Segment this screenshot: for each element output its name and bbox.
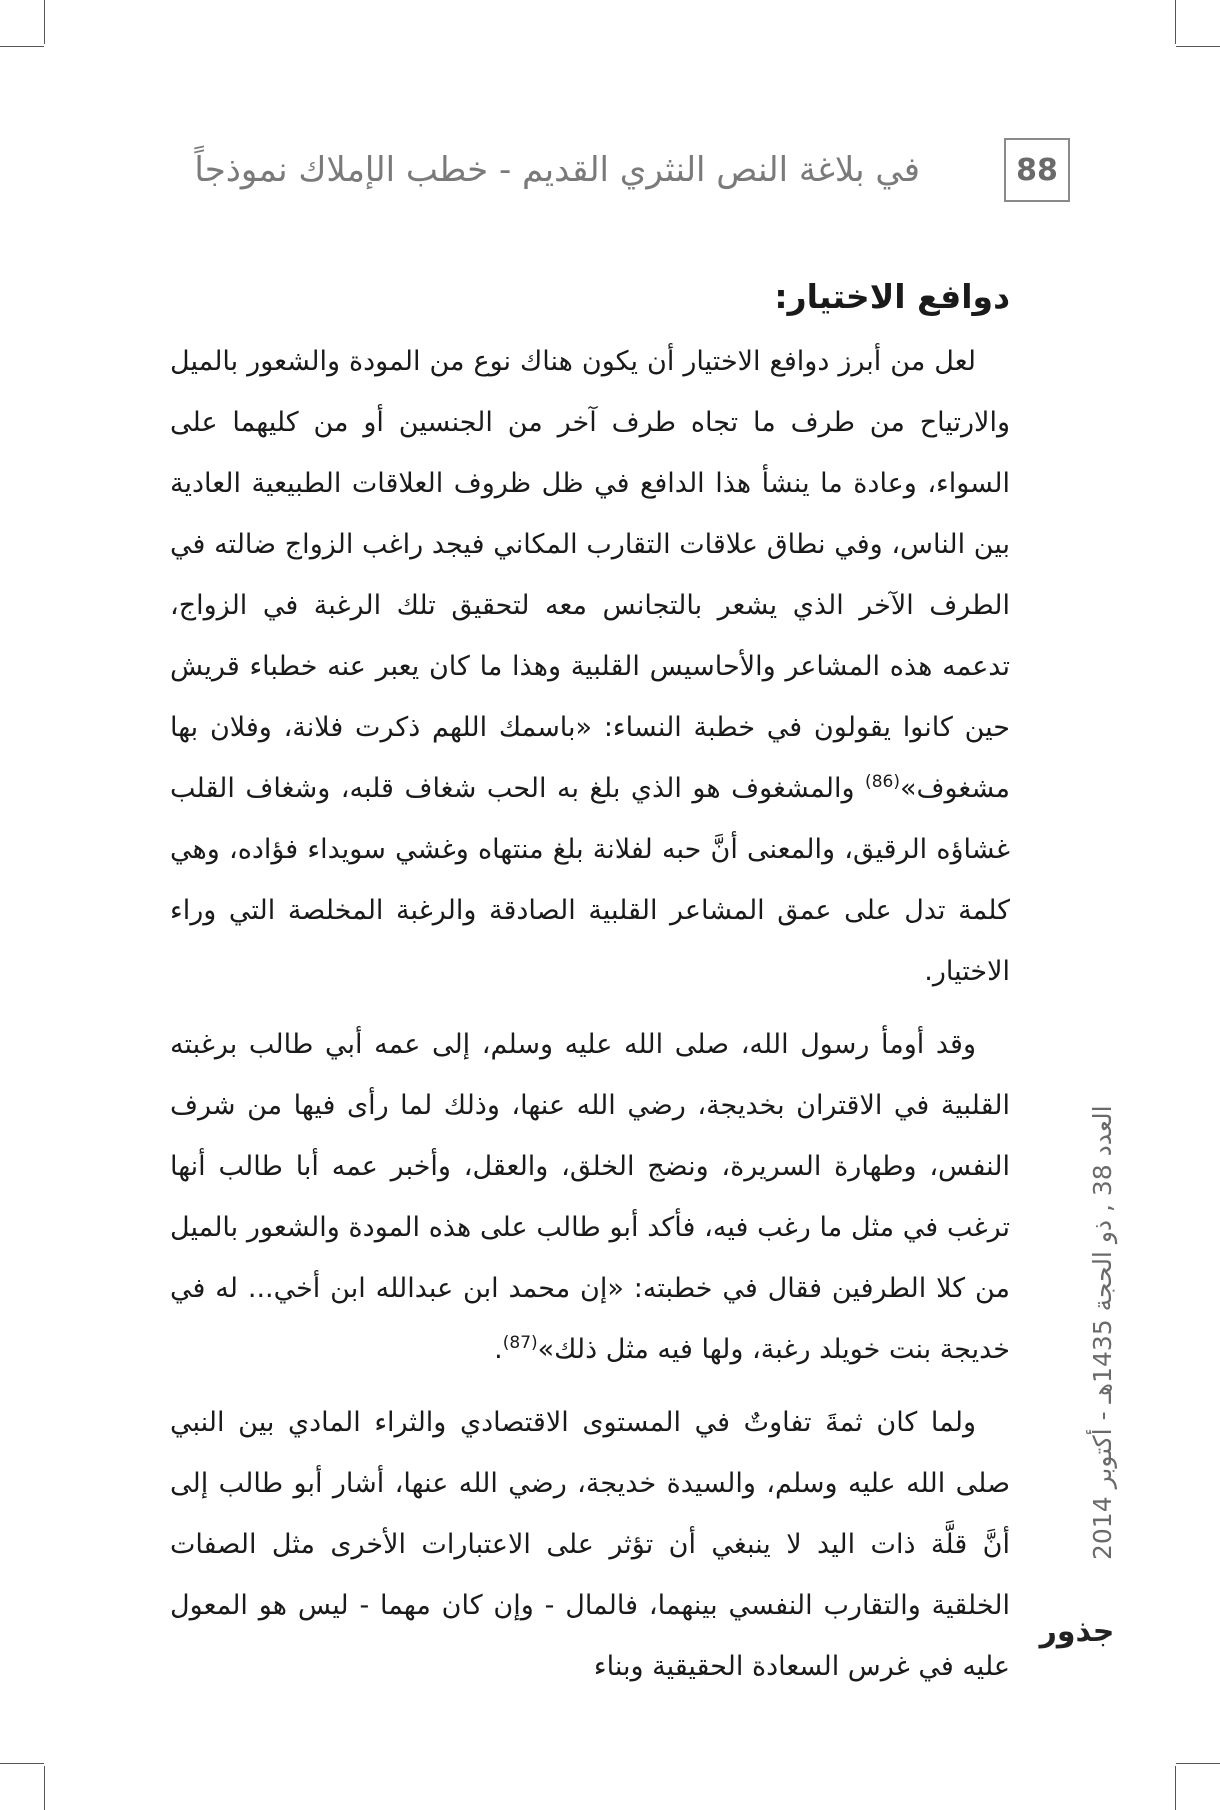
crop-mark: [44, 0, 45, 44]
crop-mark: [1176, 46, 1220, 47]
crop-mark: [1176, 1763, 1220, 1764]
running-header: [160, 138, 1070, 208]
crop-mark: [0, 1763, 44, 1764]
paragraph-3: ولما كان ثمةَ تفاوتٌ في المستوى الاقتصادي والثراء المادي بين النبي صلى الله عليه وسلم، والسيدة خديجة، رضي الله عنها، أشار أبو طالب إلى أنَّ قلَّة ذات اليد لا ينبغي أن تؤثر على الاعتبارات الأخرى مثل الصفات الخلقية والتقارب النفسي بينهما، فالمال - وإن كان مهما - ليس هو المعول عليه في غرس السعادة الحقيقية وبناء: [170, 1407, 1010, 1682]
footnote-ref-86[interactable]: (86): [865, 772, 900, 792]
footnote-ref-87[interactable]: (87): [502, 1333, 538, 1353]
issue-info: العدد 38 , ذو الحجة 1435هـ - أكتوبر 2014: [1088, 1105, 1117, 1560]
crop-mark: [1175, 1766, 1176, 1810]
section-heading: دوافع الاختيار:: [774, 277, 1010, 316]
page-number: 88: [1004, 138, 1070, 202]
journal-logo: جذور: [1039, 1614, 1115, 1649]
crop-mark: [1175, 0, 1176, 44]
running-title: في بلاغة النص النثري القديم - خطب الإملاك نموذجاً: [194, 150, 920, 190]
article-body: [170, 265, 1010, 1709]
crop-mark: [0, 46, 44, 47]
crop-mark: [44, 1766, 45, 1810]
paragraph-1: لعل من أبرز دوافع الاختيار أن يكون هناك نوع من المودة والشعور بالميل والارتياح من طرف ما تجاه طرف آخر من الجنسين أو من كليهما على السواء، وعادة ما ينشأ هذا الدافع في ظل ظروف العلاقات الطبيعية العادية بين الناس، وفي نطاق علاقات التقارب المكاني فيجد راغب الزواج ضالته في الطرف الآخر الذي يشعر بالتجانس معه لتحقيق تلك الرغبة في الزواج، تدعمه هذه المشاعر والأحاسيس القلبية وهذا ما كان يعبر عنه خطباء قريش حين كانوا يقولون في خطبة النساء: «باسمك اللهم ذكرت فلانة، وفلان بها مشغوف»$^{(86)}$ والمشغوف هو الذي بلغ به الحب شغاف قلبه، وشغاف القلب غشاؤه الرقيق، والمعنى أنَّ حبه لفلانة بلغ منتهاه وغشي سويداء فؤاده، وهي كلمة تدل على عمق المشاعر القلبية الصادقة والرغبة المخلصة التي وراء الاختيار.: [170, 346, 1010, 987]
paragraph-2: وقد أومأ رسول الله، صلى الله عليه وسلم، إلى عمه أبي طالب برغبته القلبية في الاقتران بخديجة، رضي الله عنها، وذلك لما رأى فيها من شرف النفس، وطهارة السريرة، ونضج الخلق، والعقل، وأخبر عمه أبا طالب أنها ترغب في مثل ما رغب فيه، فأكد أبو طالب على هذه المودة والشعور بالميل من كلا الطرفين فقال في خطبته: «إن محمد ابن عبدالله ابن أخي... له في خديجة بنت خويلد رغبة، ولها فيه مثل ذلك»$^{(87)}$.: [170, 1029, 1010, 1365]
